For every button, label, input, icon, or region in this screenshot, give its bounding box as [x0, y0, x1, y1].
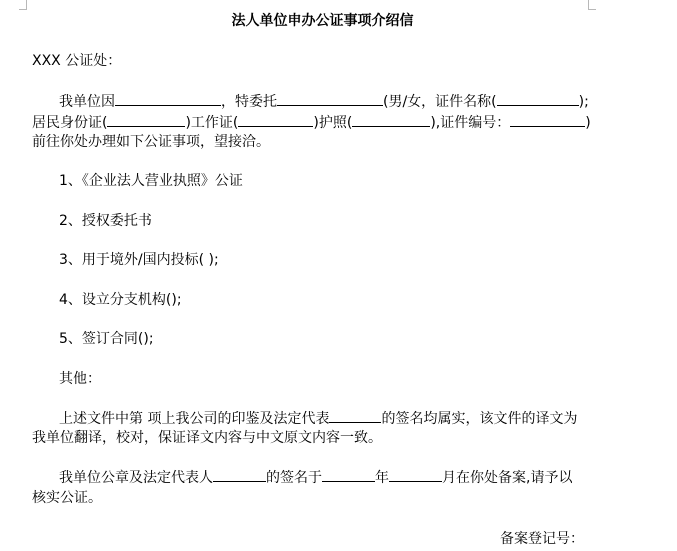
- paragraph-3-text: 月在你处备案,请予以: [442, 470, 573, 486]
- paragraph-1-text: );: [578, 94, 589, 110]
- page-corner-mark-right: [588, 0, 596, 10]
- list-item: 2、授权委托书: [59, 213, 152, 229]
- salutation: XXX 公证处：: [32, 53, 122, 69]
- document-title: 法人单位申办公证事项介绍信: [231, 13, 414, 29]
- registration-number-label: 备案登记号：: [500, 531, 584, 547]
- page-corner-mark-left: [19, 0, 27, 10]
- paragraph-3-text: 年: [375, 470, 389, 486]
- list-item: 5、签订合同();: [59, 331, 154, 347]
- paragraph-1-text: )工作证(: [185, 115, 239, 131]
- legal-representative-blank: [329, 409, 381, 423]
- list-item: 1、《企业法人营业执照》公证: [59, 173, 243, 189]
- paragraph-1-text: ),证件编号：: [430, 115, 511, 131]
- certificate-number-blank: [510, 113, 585, 127]
- delegate-name-blank: [277, 92, 383, 106]
- id-card-blank: [107, 113, 185, 127]
- paragraph-3-line-1: [59, 468, 572, 486]
- other-label: 其他：: [59, 371, 101, 387]
- representative-name-blank: [213, 468, 266, 482]
- paragraph-1-text: (男/女，证件名称(: [383, 94, 497, 110]
- list-item: 3、用于境外/国内投标( );: [59, 252, 219, 268]
- paragraph-3-text: 我单位公章及法定代表人: [59, 470, 213, 486]
- paragraph-3-line-2: 核实公证。: [32, 490, 102, 506]
- paragraph-1-line-1: [59, 92, 589, 110]
- paragraph-1-line-3: 前往你处办理如下公证事项，望接洽。: [32, 134, 270, 150]
- passport-blank: [352, 113, 430, 127]
- year-blank: [322, 468, 375, 482]
- paragraph-2-text: 的签名均属实，该文件的译文为: [381, 411, 578, 427]
- paragraph-1-text: 我单位因: [59, 94, 115, 110]
- month-blank: [389, 468, 442, 482]
- list-item: 4、设立分支机构();: [59, 292, 182, 308]
- paragraph-1-text: 居民身份证(: [32, 115, 108, 131]
- paragraph-1-text: )护照(: [313, 115, 353, 131]
- work-permit-blank: [238, 113, 313, 127]
- paragraph-1-text: ，特委托: [221, 94, 277, 110]
- paragraph-1-line-2: [32, 113, 591, 131]
- paragraph-2-text: 上述文件中第 项上我公司的印鉴及法定代表: [59, 411, 330, 427]
- paragraph-3-text: 的签名于: [266, 470, 322, 486]
- reason-blank: [115, 92, 221, 106]
- paragraph-2-line-1: [59, 409, 577, 427]
- certificate-name-blank: [497, 92, 579, 106]
- paragraph-2-line-2: 我单位翻译，校对，保证译文内容与中文原文内容一致。: [32, 430, 382, 446]
- paragraph-1-text: ): [585, 115, 591, 131]
